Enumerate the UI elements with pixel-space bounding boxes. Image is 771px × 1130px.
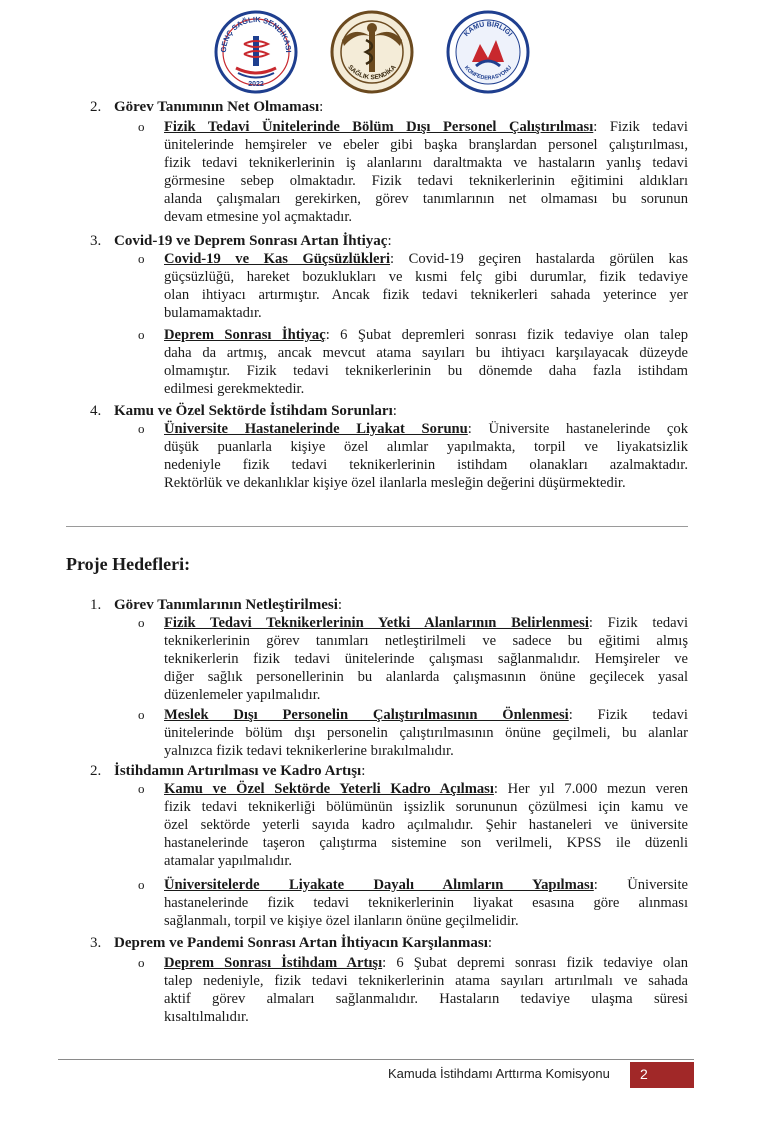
list-number: 1.	[90, 597, 102, 613]
list-number: 2.	[90, 763, 102, 779]
sendika-emblem-logo	[330, 10, 414, 94]
paragraph-line	[164, 742, 688, 760]
line-text: sağlanmalı, torpil ve kişiye özel ilanların önüne geçilmelidir.	[164, 913, 519, 930]
paragraph-line	[164, 954, 688, 972]
bullet-paragraph	[164, 954, 688, 1026]
line-text: düzenlemeler yapılmalıdır.	[164, 687, 321, 704]
paragraph-line	[164, 1008, 688, 1026]
list-heading-text: Görev Tanımlarının Netleştirilmesi	[114, 597, 338, 613]
paragraph-line	[164, 380, 688, 398]
bold-term: Üniversite Hastanelerinde Liyakat Sorunu	[164, 421, 468, 437]
list-heading-text: Görev Tanımının Net Olmaması	[114, 99, 320, 115]
bullet-marker: o	[138, 877, 145, 892]
paragraph-line	[164, 912, 688, 930]
list-heading-text: Deprem ve Pandemi Sonrası Artan İhtiyacın Karşılanması	[114, 935, 488, 951]
line-text: yalnızca fizik tedavi teknikerlerine bırakılmalıdır.	[164, 743, 454, 760]
line-text: olan ihtiyacı artırmıştır. Ancak fizik tedavi teknikerleri sahada yeterince yer	[164, 287, 688, 304]
footer-commission-name: Kamuda İstihdamı Arttırma Komisyonu	[388, 1066, 610, 1081]
paragraph-line	[164, 326, 688, 344]
bullet-marker: o	[138, 421, 145, 436]
line-text: güçsüzlüğü, hareket bozuklukları ve kısmi felç gibi durumlar, fizik tedaviye	[164, 269, 688, 286]
line-text: : Fizik tedavi	[568, 707, 688, 723]
line-text: : Üniversite	[593, 877, 688, 893]
list-heading	[114, 402, 397, 420]
section-divider	[66, 526, 688, 527]
paragraph-line	[164, 286, 688, 304]
page-number: 2	[640, 1066, 648, 1082]
list-heading-text: Kamu ve Özel Sektörde İstihdam Sorunları	[114, 403, 393, 419]
bold-term: Kamu ve Özel Sektörde Yeterli Kadro Açılması	[164, 781, 494, 797]
list-heading-colon: :	[361, 763, 366, 779]
line-text: : Üniversite hastanelerinde çok	[467, 421, 688, 437]
list-number: 4.	[90, 403, 102, 419]
paragraph-line	[164, 816, 688, 834]
svg-text:SAĞLIK SENDİKA: SAĞLIK SENDİKA	[346, 63, 398, 82]
paragraph-line	[164, 780, 688, 798]
paragraph-line	[164, 136, 688, 154]
line-text: : 6 Şubat depremleri sonrası fizik tedaviye olan talep	[325, 327, 688, 343]
bold-term: Deprem Sonrası İstihdam Artışı	[164, 955, 383, 971]
line-text: : 6 Şubat depremi sonrası fizik tedaviye olan	[382, 955, 688, 971]
paragraph-line	[164, 304, 688, 322]
list-heading-colon: :	[319, 99, 324, 115]
bullet-marker: o	[138, 327, 145, 342]
footer-rule	[58, 1059, 694, 1060]
line-text: : Her yıl 7.000 mezun veren	[493, 781, 688, 797]
svg-text:GENÇ SAĞLIK SENDİKASI: GENÇ SAĞLIK SENDİKASI	[218, 14, 294, 53]
line-text: ünitelerinde hemşireler ve ebeler gibi başka branşlardan personel çalıştırılması,	[164, 137, 688, 154]
line-text: : Fizik tedavi	[588, 615, 689, 631]
paragraph-line	[164, 474, 688, 492]
bold-term: Deprem Sonrası İhtiyaç	[164, 327, 326, 343]
list-heading	[114, 98, 323, 116]
paragraph-line	[164, 344, 688, 362]
list-heading-text: İstihdamın Artırılması ve Kadro Artışı	[114, 763, 362, 779]
line-text: alanda çalışmaları gerekirken, görev tanımlarının net olmaması bu sorunun	[164, 191, 688, 208]
bullet-marker: o	[138, 707, 145, 722]
paragraph-line	[164, 154, 688, 172]
line-text: teknikerlerinin görev tanımları netleştirilmeli ve sadece bu eğitimi almış	[164, 633, 688, 650]
list-heading-text: Covid-19 ve Deprem Sonrası Artan İhtiyaç	[114, 233, 388, 249]
bullet-paragraph	[164, 614, 688, 704]
bullet-marker: o	[138, 251, 145, 266]
bullet-marker: o	[138, 615, 145, 630]
bold-term: Covid-19 ve Kas Güçsüzlükleri	[164, 251, 391, 267]
paragraph-line	[164, 990, 688, 1008]
paragraph-line	[164, 706, 688, 724]
paragraph-line	[164, 972, 688, 990]
line-text: talep nedeniyle, fizik tedavi teknikerlerinin atama sayıları artırılmalı ve sahada	[164, 973, 688, 990]
paragraph-line	[164, 172, 688, 190]
line-text: görmesine sebep olmaktadır. Fizik tedavi teknikerlerinin eğitimini aldıkları	[164, 173, 688, 190]
list-number: 2.	[90, 99, 102, 115]
bold-term: Fizik Tedavi Ünitelerinde Bölüm Dışı Personel Çalıştırılması	[164, 119, 594, 135]
bullet-marker: o	[138, 119, 145, 134]
list-heading-colon: :	[487, 935, 493, 951]
line-text: : Fizik tedavi	[593, 119, 688, 135]
list-number: 3.	[90, 233, 102, 249]
paragraph-line	[164, 438, 688, 456]
paragraph-line	[164, 876, 688, 894]
svg-text:KAMU BİRLİĞİ: KAMU BİRLİĞİ	[463, 21, 514, 38]
paragraph-line	[164, 668, 688, 686]
line-text: nedeniyle fizik tedavi teknikerlerinin istihdam olanakları azalmaktadır.	[164, 457, 688, 474]
line-text: teknikerlerin fizik tedavi ünitelerinde çalışması sağlanmalıdır. Hemşireler ve	[164, 651, 688, 668]
bold-term: Fizik Tedavi Teknikerlerinin Yetki Alanlarının Belirlenmesi	[164, 615, 589, 631]
bullet-paragraph	[164, 250, 688, 322]
list-heading	[114, 232, 392, 250]
line-text: daha da artmış, ancak mevcut atama sayıları bu ihtiyacı karşılayacak düzeyde	[164, 345, 688, 362]
paragraph-line	[164, 632, 688, 650]
bullet-paragraph	[164, 706, 688, 760]
line-text: edilmesi gerekmektedir.	[164, 381, 305, 398]
bold-term: Üniversitelerde Liyakate Dayalı Alımların Yapılması	[164, 877, 594, 893]
bold-term: Meslek Dışı Personelin Çalıştırılmasının Önlenmesi	[164, 707, 569, 723]
line-text: : Covid-19 geçiren hastalarda görülen kas	[390, 251, 688, 267]
list-heading-colon: :	[387, 233, 392, 249]
genc-saglik-sendikasi-logo	[214, 10, 298, 94]
svg-text:KONFEDERASYONU: KONFEDERASYONU	[462, 64, 514, 82]
line-text: bulamamaktadır.	[164, 305, 262, 322]
line-text: olmamıştır. Fizik tedavi teknikerlerinin bu dönemde daha fazla istihdam	[164, 363, 688, 380]
bullet-paragraph	[164, 780, 688, 870]
paragraph-line	[164, 268, 688, 286]
bullet-paragraph	[164, 326, 688, 398]
paragraph-line	[164, 456, 688, 474]
bullet-paragraph	[164, 118, 688, 227]
line-text: hastanelerinde taşeron çalıştırma sistemine son verilmeli, KPSS ile düzenli	[164, 835, 688, 852]
paragraph-line	[164, 650, 688, 668]
bullet-marker: o	[138, 781, 145, 796]
list-heading	[114, 762, 365, 780]
paragraph-line	[164, 686, 688, 704]
list-heading	[114, 934, 492, 952]
list-heading-colon: :	[392, 403, 397, 419]
paragraph-line	[164, 118, 688, 136]
paragraph-line	[164, 834, 688, 852]
line-text: diğer sağlık personellerinin bu alanlarda çalışmasının önüne geçilecek yasal	[164, 669, 688, 686]
bullet-paragraph	[164, 876, 688, 930]
paragraph-line	[164, 208, 688, 226]
line-text: Rektörlük ve dekanlıklar kişiye özel ilanlarla mesleğin değerini düşürmektedir.	[164, 475, 626, 492]
paragraph-line	[164, 852, 688, 870]
paragraph-line	[164, 614, 688, 632]
paragraph-line	[164, 362, 688, 380]
line-text: kısaltılmalıdır.	[164, 1009, 249, 1026]
list-heading	[114, 596, 342, 614]
svg-text:2022: 2022	[248, 81, 264, 88]
paragraph-line	[164, 190, 688, 208]
list-number: 3.	[90, 935, 102, 951]
paragraph-line	[164, 250, 688, 268]
paragraph-line	[164, 798, 688, 816]
page-number-box	[630, 1062, 694, 1088]
line-text: aktif görev almaları sağlanmalıdır. Hastaların tedaviye ulaşma süresi	[164, 991, 688, 1008]
paragraph-line	[164, 724, 688, 742]
bullet-marker: o	[138, 955, 145, 970]
line-text: atamalar yapılmalıdır.	[164, 853, 293, 870]
line-text: hastanelerinde fizik tedavi teknikerlerinin liyakat esasına göre alınması	[164, 895, 688, 912]
line-text: düşük puanlarla kişiye özel alımlar yapılmakta, torpil ve liyakatsizlik	[164, 439, 688, 456]
bullet-paragraph	[164, 420, 688, 492]
section-title: Proje Hedefleri:	[66, 554, 191, 574]
paragraph-line	[164, 420, 688, 438]
kamu-birligi-konfederasyonu-logo	[446, 10, 530, 94]
line-text: fizik tedavi teknikerlerinin iş alanlarını daraltmakta ve hastaların yanlış tedavi	[164, 155, 688, 172]
paragraph-line	[164, 894, 688, 912]
line-text: ünitelerinde bölüm dışı personelin çalıştırılmasının önüne geçilmeli, bu alanlar	[164, 725, 688, 742]
line-text: fizik tedavi teknikerliği bölümünün işsizlik sorununun çözülmesi için kamu ve	[164, 799, 688, 816]
line-text: devam etmesine yol açmaktadır.	[164, 209, 353, 226]
header-logos	[214, 10, 534, 96]
line-text: özel sektörde yeterli sayıda kadro açılmalıdır. Şehir hastaneleri ve üniversite	[164, 817, 688, 834]
list-heading-colon: :	[337, 597, 343, 613]
